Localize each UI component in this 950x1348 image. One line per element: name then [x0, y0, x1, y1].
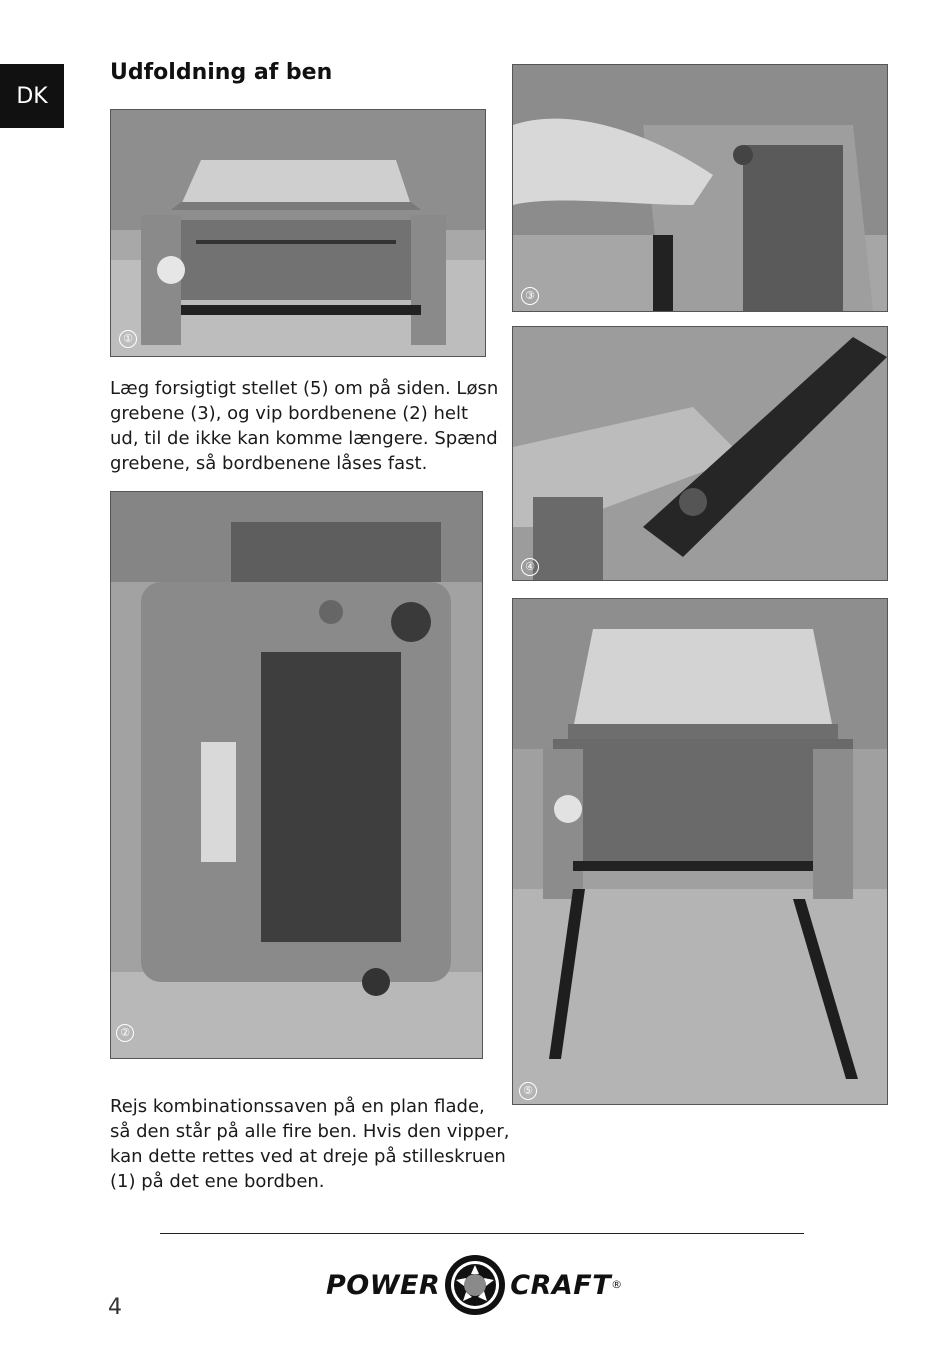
- registered-mark: ®: [611, 1278, 623, 1291]
- page-number: 4: [108, 1295, 122, 1320]
- paragraph-2-line: Rejs kombinationssaven på en plan flade,: [110, 1096, 485, 1117]
- photo-4: [512, 326, 888, 581]
- photo-2: [110, 491, 483, 1059]
- footer-divider: [160, 1233, 804, 1234]
- paragraph-2-line: så den står på alle fire ben. Hvis den vipper,: [110, 1121, 510, 1142]
- paragraph-1-line: grebene (3), og vip bordbenene (2) helt: [110, 403, 469, 424]
- photo-3: [512, 64, 888, 312]
- photo-2-number: ②: [116, 1024, 134, 1042]
- language-tab: DK: [0, 64, 64, 128]
- aperture-icon: [442, 1252, 508, 1318]
- paragraph-1-line: ud, til de ikke kan komme længere. Spænd: [110, 428, 498, 449]
- paragraph-2-line: (1) på det ene bordben.: [110, 1171, 325, 1192]
- photo-1: [110, 109, 486, 357]
- photo-5: [512, 598, 888, 1105]
- instruction-paragraph-2: [110, 1094, 509, 1194]
- brand-logo: [326, 1252, 630, 1318]
- section-title: Udfoldning af ben: [110, 60, 333, 85]
- instruction-paragraph-1: [110, 376, 498, 476]
- photo-4-number: ④: [521, 558, 539, 576]
- paragraph-1-line: grebene, så bordbenene låses fast.: [110, 453, 428, 474]
- photo-1-number: ①: [119, 330, 137, 348]
- logo-word-left: POWER: [326, 1269, 441, 1301]
- photo-3-number: ③: [521, 287, 539, 305]
- paragraph-1-line: Læg forsigtigt stellet (5) om på siden. Løsn: [110, 378, 499, 399]
- photo-5-number: ⑤: [519, 1082, 537, 1100]
- logo-word-right: CRAFT: [510, 1269, 612, 1301]
- paragraph-2-line: kan dette rettes ved at dreje på stilleskruen: [110, 1146, 506, 1167]
